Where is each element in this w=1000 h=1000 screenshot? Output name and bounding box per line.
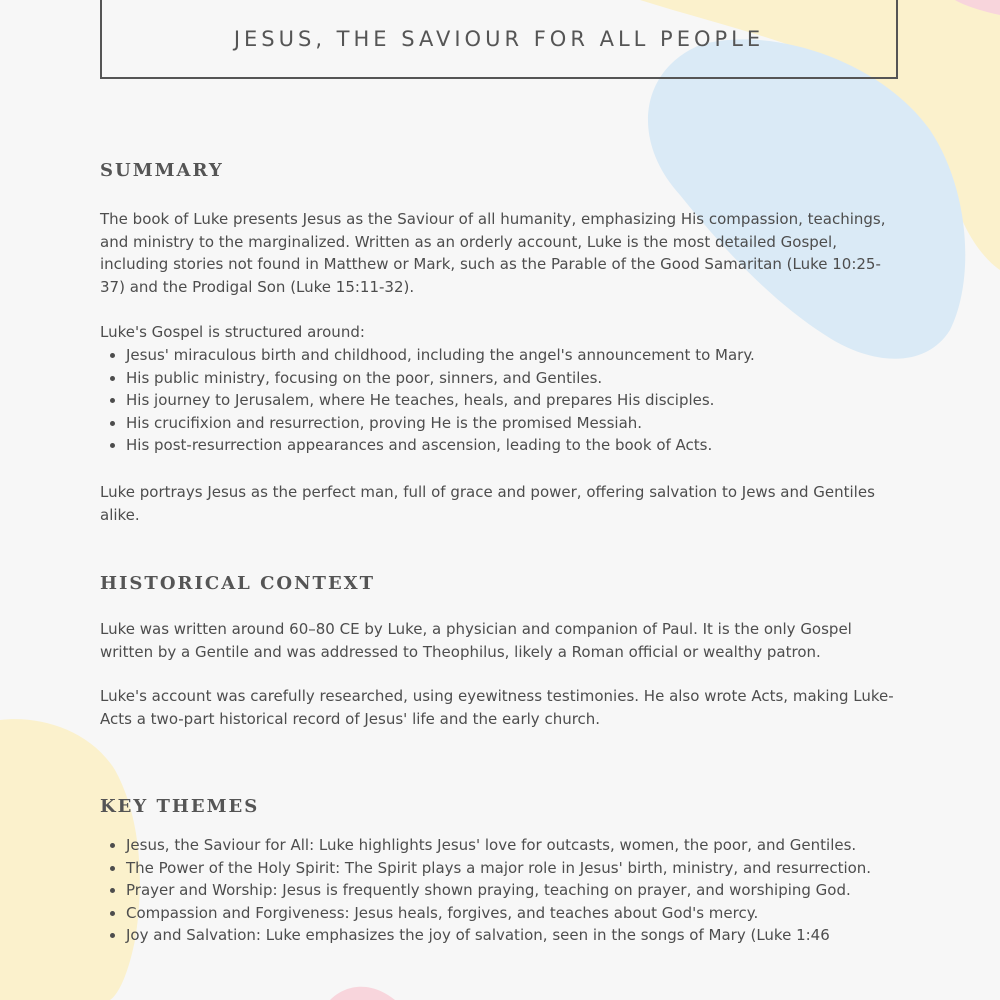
list-item: • Jesus' miraculous birth and childhood, including the angel's announcement to Mary. [126, 344, 926, 367]
historical-paragraph-2: Luke's account was carefully researched, using eyewitness testimonies. He also wrote Acts, making Luke-Acts a two-part historical record of Jesus' life and the early church. [100, 687, 894, 728]
list-item: • The Power of the Holy Spirit: The Spirit plays a major role in Jesus' birth, ministry, and resurrection. [126, 857, 926, 880]
summary-paragraph-2: Luke portrays Jesus as the perfect man, full of grace and power, offering salvation to Jews and Gentiles alike. [100, 483, 875, 524]
list-item: • His crucifixion and resurrection, proving He is the promised Messiah. [126, 412, 926, 435]
key-themes-heading: KEY THEMES [100, 796, 260, 817]
list-item: • His public ministry, focusing on the poor, sinners, and Gentiles. [126, 367, 926, 390]
list-item: • Jesus, the Saviour for All: Luke highlights Jesus' love for outcasts, women, the poor, and Gentiles. [126, 834, 926, 857]
list-item: • His journey to Jerusalem, where He teaches, heals, and prepares His disciples. [126, 389, 926, 412]
summary-structure-list [100, 344, 926, 457]
summary-paragraph-1: The book of Luke presents Jesus as the Saviour of all humanity, emphasizing His compassion, teachings, and ministry to the marginalized. Written as an orderly account, Luke is the most detailed Gospel, including stories not found in Matthew or Mark, such as the Parable of the Good Samaritan (Luke 10:25-37) and the Prodigal Son (Luke 15:11-32). [100, 210, 886, 296]
list-item: • Compassion and Forgiveness: Jesus heals, forgives, and teaches about God's mercy. [126, 902, 926, 925]
list-item: • His post-resurrection appearances and ascension, leading to the book of Acts. [126, 434, 926, 457]
list-item: • Joy and Salvation: Luke emphasizes the joy of salvation, seen in the songs of Mary (Luke 1:46 [126, 924, 926, 947]
page-title: JESUS, THE SAVIOUR FOR ALL PEOPLE [233, 26, 765, 51]
list-item: • Prayer and Worship: Jesus is frequently shown praying, teaching on prayer, and worshiping God. [126, 879, 926, 902]
summary-heading: SUMMARY [100, 160, 224, 181]
key-themes-list [100, 834, 926, 947]
title-banner [100, 0, 898, 79]
historical-paragraph-1: Luke was written around 60–80 CE by Luke, a physician and companion of Paul. It is the only Gospel written by a Gentile and was addressed to Theophilus, likely a Roman official or wealthy patron. [100, 620, 852, 661]
summary-structure-intro: Luke's Gospel is structured around: [100, 323, 365, 341]
historical-context-heading: HISTORICAL CONTEXT [100, 573, 376, 594]
